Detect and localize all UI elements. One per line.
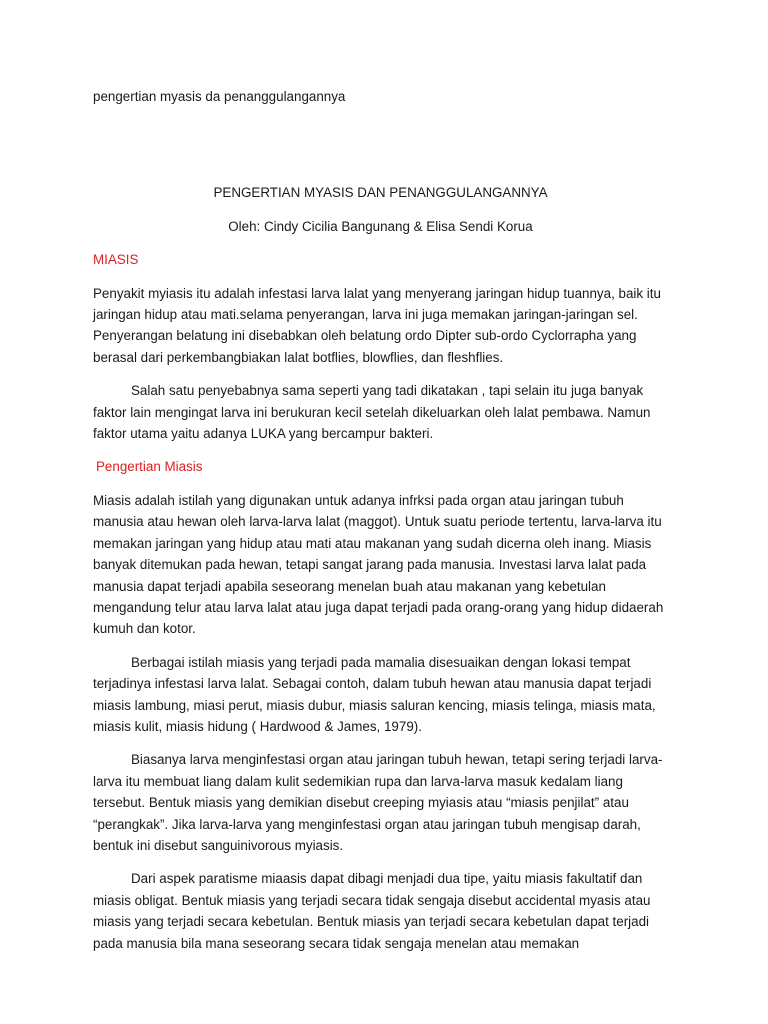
document-top-title: pengertian myasis da penanggulangannya [93, 89, 346, 104]
paragraph: Miasis adalah istilah yang digunakan untuk adanya infrksi pada organ atau jaringan tubuh manusia atau hewan oleh larva-larva lalat (maggot). Untuk suatu periode tertentu, larva-larva itu memakan jaringan yang hidup atau mati atau makanan yang sudah dicerna oleh inang. Miasis banyak ditemukan pada hewan, tetapi sangat jarang pada manusia. Investasi larva lalat pada manusia dapat terjadi apabila seseorang menelan buah atau makanan yang kebetulan mengandung telur atau larva lalat atau juga dapat terjadi pada orang-orang yang hidup didaerah kumuh dan kotor. [93, 492, 664, 637]
paragraph: Berbagai istilah miasis yang terjadi pada mamalia disesuaikan dengan lokasi tempat terjadinya infestasi larva lalat. Sebagai contoh, dalam tubuh hewan atau manusia dapat terjadi miasis lambung, miasi perut, miasis dubur, miasis saluran kencing, miasis telinga, miasis mata, miasis kulit, miasis hidung ( Hardwood & James, 1979). [93, 654, 656, 734]
paragraph: Biasanya larva menginfestasi organ atau jaringan tubuh hewan, tetapi sering terjadi larva-larva itu membuat liang dalam kulit sedemikian rupa dan larva-larva masuk kedalam liang tersebut. Bentuk miasis yang demikian disebut creeping myiasis atau “miasis penjilat” atau “perangkak”. Jika larva-larva yang menginfestasi organ atau jaringan tubuh mengisap darah, bentuk ini disebut sanguinivorous myiasis. [93, 752, 663, 853]
paragraph: Dari aspek paratisme miaasis dapat dibagi menjadi dua tipe, yaitu miasis fakultatif dan miasis obligat. Bentuk miasis yang terjadi secara tidak sengaja disebut accidental myasis atau miasis yang terjadi secara kebetulan. Bentuk miasis yan terjadi secara kebetulan dapat terjadi pada manusia bila mana seseorang secara tidak sengaja menelan atau memakan [93, 871, 651, 951]
paragraph: Penyakit myiasis itu adalah infestasi larva lalat yang menyerang jaringan hidup tuannya, baik itu jaringan hidup atau mati.selama penyerangan, larva ini juga memakan jaringan-jaringan sel. Penyerangan belatung ini disebabkan oleh belatung ordo Dipter sub-ordo Cyclorrapha yang berasal dari perkembangbiakan lalat botflies, blowflies, dan fleshflies. [93, 285, 661, 365]
section-heading-pengertian-miasis: Pengertian Miasis [96, 459, 203, 475]
author-byline: Oleh: Cindy Cicilia Bangunang & Elisa Sendi Korua [228, 218, 533, 234]
paragraph: Salah satu penyebabnya sama seperti yang tadi dikatakan , tapi selain itu juga banyak faktor lain mengingat larva ini berukuran kecil setelah dikeluarkan oleh lalat pembawa. Namun faktor utama yaitu adanya LUKA yang bercampur bakteri. [93, 383, 651, 442]
document-title: PENGERTIAN MYASIS DAN PENANGGULANGANNYA [213, 185, 548, 201]
section-heading-miasis: MIASIS [93, 252, 139, 268]
